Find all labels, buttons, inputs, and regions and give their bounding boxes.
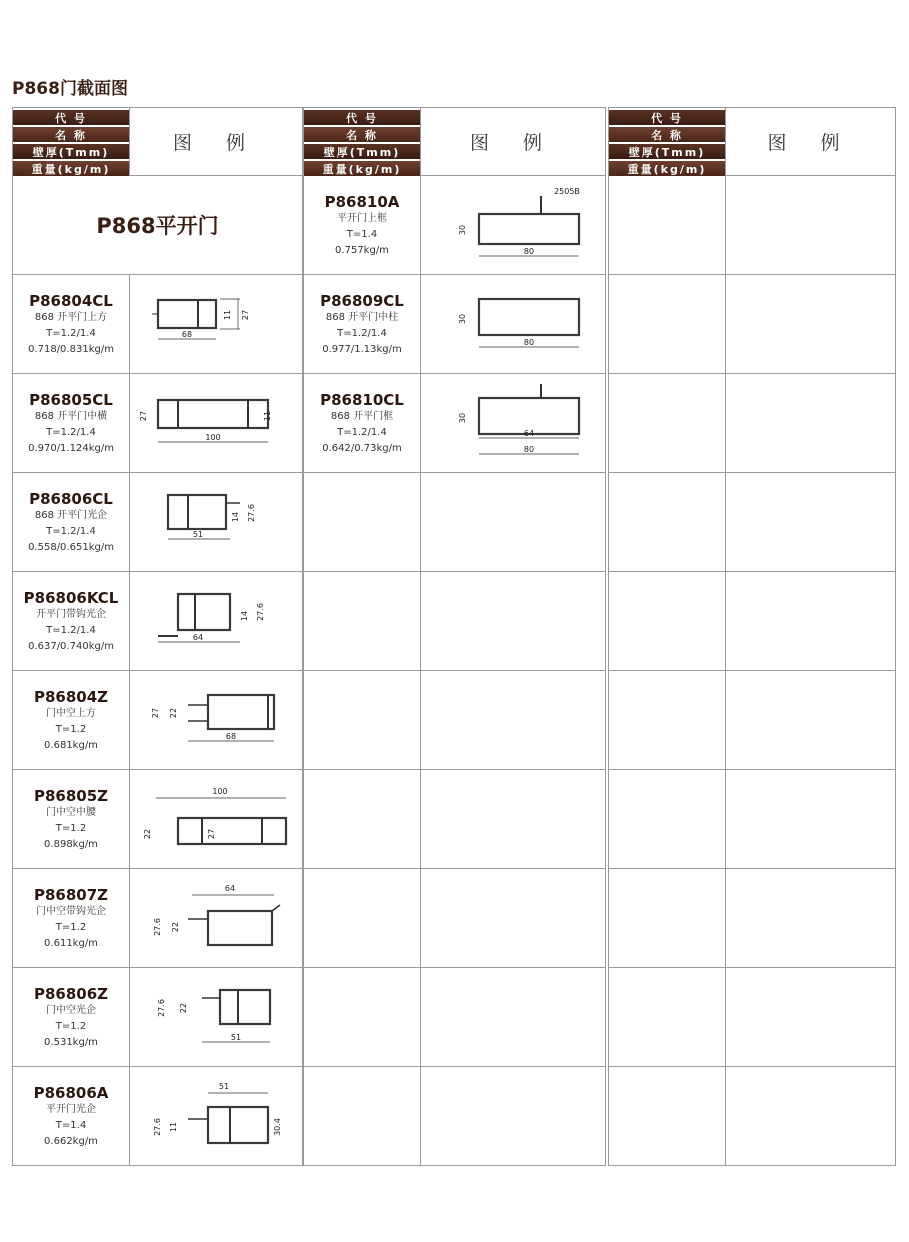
profile-code: P86810CL (320, 391, 404, 409)
profile-drawing (130, 770, 303, 869)
dimension-label: 27.6 (247, 504, 256, 522)
header-thickness: 壁厚(Tmm) (609, 144, 725, 159)
col3-rows (609, 176, 896, 1166)
header-name: 名 称 (13, 127, 129, 142)
profile-weight: 0.977/1.13kg/m (322, 344, 402, 355)
col1-rows (13, 275, 303, 1166)
profile-name: 868 开平门光企 (34, 510, 108, 521)
profile-info (609, 770, 726, 869)
profile-drawing (421, 473, 606, 572)
profile-thickness: T=1.2/1.4 (46, 328, 96, 339)
profile-thickness: T=1.2 (55, 823, 87, 834)
profile-section-diagram (421, 275, 605, 373)
profile-section-diagram (421, 176, 605, 274)
profile-thickness: T=1.2/1.4 (46, 427, 96, 438)
profile-drawing (421, 176, 606, 275)
profile-thickness: T=1.2/1.4 (337, 328, 387, 339)
dimension-label: 27.6 (256, 603, 265, 621)
dimension-label: 51 (230, 1033, 242, 1042)
profile-info (609, 968, 726, 1067)
profile-info (609, 176, 726, 275)
header-name: 名 称 (609, 127, 725, 142)
profile-drawing (130, 869, 303, 968)
profile-info (304, 374, 421, 473)
profile-info (13, 968, 130, 1067)
profile-thickness: T=1.2/1.4 (46, 625, 96, 636)
profile-drawing (421, 275, 606, 374)
dimension-label: 14 (231, 511, 240, 523)
profile-info (609, 671, 726, 770)
profile-info (609, 473, 726, 572)
dimension-label: 2505B (554, 187, 580, 196)
profile-weight: 0.558/0.651kg/m (28, 542, 114, 553)
profile-info (13, 770, 130, 869)
profile-section-diagram (421, 374, 605, 472)
profile-info (304, 671, 421, 770)
profile-name: 门中空中腰 (46, 807, 96, 818)
profile-drawing (421, 968, 606, 1067)
profile-table-1 (12, 107, 303, 1166)
profile-thickness: T=1.4 (55, 1120, 87, 1131)
profile-info (13, 374, 130, 473)
profile-section-diagram (130, 1067, 302, 1165)
dimension-label: 64 (523, 429, 535, 438)
profile-info (609, 275, 726, 374)
profile-drawing (726, 869, 896, 968)
dimension-label: 30 (458, 412, 467, 424)
header-name: 名 称 (304, 127, 420, 142)
profile-weight: 0.681kg/m (44, 740, 98, 751)
profile-thickness: T=1.2/1.4 (337, 427, 387, 438)
profile-name: 门中空带钩光企 (36, 906, 106, 917)
profile-drawing (130, 374, 303, 473)
dimension-label: 64 (192, 633, 204, 642)
profile-section-diagram (130, 473, 302, 571)
profile-drawing (421, 572, 606, 671)
profile-info (304, 770, 421, 869)
header-legend: 图 例 (421, 108, 606, 176)
profile-drawing (130, 1067, 303, 1166)
profile-thickness: T=1.2/1.4 (46, 526, 96, 537)
dimension-label: 51 (192, 530, 204, 539)
profile-info (13, 671, 130, 770)
profile-code: P86806CL (29, 490, 113, 508)
header-weight: 重量(kg/m) (609, 161, 725, 176)
profile-name: 平开门上框 (337, 213, 387, 224)
profile-name: 平开门光企 (46, 1104, 96, 1115)
profile-info (13, 869, 130, 968)
profile-name: 开平门带钩光企 (36, 609, 106, 620)
dimension-label: 22 (171, 921, 180, 933)
dimension-label: 22 (169, 707, 178, 719)
profile-drawing (130, 572, 303, 671)
dimension-label: 30 (458, 224, 467, 236)
dimension-label: 11 (169, 1121, 178, 1133)
dimension-label: 100 (212, 787, 228, 796)
profile-info (609, 1067, 726, 1166)
profile-code: P86804CL (29, 292, 113, 310)
profile-code: P86806A (33, 1084, 109, 1102)
profile-weight: 0.718/0.831kg/m (28, 344, 114, 355)
profile-weight: 0.611kg/m (44, 938, 98, 949)
profile-code: P86806Z (33, 985, 109, 1003)
profile-info (304, 869, 421, 968)
profile-info (13, 1067, 130, 1166)
dimension-label: 100 (205, 433, 221, 442)
profile-section-diagram (130, 671, 302, 769)
profile-thickness: T=1.4 (346, 229, 378, 240)
profile-info (304, 275, 421, 374)
col2-rows (304, 176, 606, 1166)
header-code: 代 号 (609, 110, 725, 125)
profile-name: 门中空上方 (46, 708, 96, 719)
dimension-label: 30.4 (273, 1118, 282, 1136)
dimension-label: 30 (458, 313, 467, 325)
profile-code: P86805Z (33, 787, 109, 805)
profile-drawing (130, 671, 303, 770)
profile-weight: 0.898kg/m (44, 839, 98, 850)
profile-code: P86807Z (33, 886, 109, 904)
header-thickness: 壁厚(Tmm) (13, 144, 129, 159)
profile-table-2 (303, 107, 606, 1166)
profile-info (609, 869, 726, 968)
profile-info (13, 473, 130, 572)
dimension-label: 68 (225, 732, 237, 741)
profile-info (304, 176, 421, 275)
profile-weight: 0.531kg/m (44, 1037, 98, 1048)
dimension-label: 27 (139, 410, 148, 422)
header-code: 代 号 (304, 110, 420, 125)
profile-drawing (726, 473, 896, 572)
header-labels (609, 108, 726, 176)
profile-name: 868 开平门框 (330, 411, 394, 422)
profile-drawing (421, 1067, 606, 1166)
profile-table-3 (608, 107, 896, 1166)
profile-drawing (421, 374, 606, 473)
profile-code: P86805CL (29, 391, 113, 409)
profile-section-diagram (130, 275, 302, 373)
profile-drawing (726, 275, 896, 374)
profile-info (304, 473, 421, 572)
profile-drawing (726, 374, 896, 473)
profile-drawing (726, 572, 896, 671)
profile-drawing (130, 275, 303, 374)
profile-section-diagram (130, 770, 302, 868)
header-labels (304, 108, 421, 176)
header-legend: 图 例 (726, 108, 896, 176)
profile-info (304, 572, 421, 671)
dimension-label: 68 (181, 330, 193, 339)
profile-info (13, 275, 130, 374)
profile-info (609, 374, 726, 473)
profile-info (304, 1067, 421, 1166)
header-labels (13, 108, 130, 176)
dimension-label: 27 (151, 707, 160, 719)
profile-info (609, 572, 726, 671)
dimension-label: 80 (523, 445, 535, 454)
dimension-label: 11 (263, 410, 272, 422)
profile-drawing (726, 1067, 896, 1166)
profile-code: P86804Z (33, 688, 109, 706)
profile-thickness: T=1.2 (55, 724, 87, 735)
profile-drawing (421, 770, 606, 869)
profile-name: 门中空光企 (46, 1005, 96, 1016)
series-name: P868平开门 (13, 176, 303, 275)
dimension-label: 27 (207, 828, 216, 840)
dimension-label: 22 (143, 828, 152, 840)
dimension-label: 22 (179, 1002, 188, 1014)
profile-thickness: T=1.2 (55, 922, 87, 933)
dimension-label: 80 (523, 247, 535, 256)
profile-section-diagram (130, 968, 302, 1066)
page-title: P868门截面图 (12, 79, 128, 99)
dimension-label: 14 (240, 610, 249, 622)
dimension-label: 11 (223, 309, 232, 321)
profile-weight: 0.757kg/m (335, 245, 389, 256)
profile-drawing (726, 770, 896, 869)
profile-info (13, 572, 130, 671)
profile-name: 868 开平门中横 (34, 411, 108, 422)
profile-drawing (726, 968, 896, 1067)
dimension-label: 27.6 (157, 999, 166, 1017)
dimension-label: 27.6 (153, 918, 162, 936)
profile-thickness: T=1.2 (55, 1021, 87, 1032)
profile-section-diagram (130, 572, 302, 670)
profile-name: 868 开平门上方 (34, 312, 108, 323)
profile-code: P86806KCL (23, 589, 119, 607)
profile-drawing (421, 671, 606, 770)
profile-drawing (421, 869, 606, 968)
header-code: 代 号 (13, 110, 129, 125)
header-weight: 重量(kg/m) (13, 161, 129, 176)
profile-drawing (130, 473, 303, 572)
profile-weight: 0.970/1.124kg/m (28, 443, 114, 454)
header-legend: 图 例 (130, 108, 303, 176)
dimension-label: 27 (241, 309, 250, 321)
profile-weight: 0.662kg/m (44, 1136, 98, 1147)
profile-code: P86810A (324, 193, 400, 211)
profile-code: P86809CL (320, 292, 404, 310)
profile-drawing (726, 671, 896, 770)
dimension-label: 80 (523, 338, 535, 347)
profile-name: 868 开平门中柱 (325, 312, 399, 323)
profile-weight: 0.642/0.73kg/m (322, 443, 402, 454)
profile-weight: 0.637/0.740kg/m (28, 641, 114, 652)
profile-drawing (726, 176, 896, 275)
dimension-label: 51 (218, 1082, 230, 1091)
profile-section-diagram (130, 869, 302, 967)
profile-info (304, 968, 421, 1067)
dimension-label: 64 (224, 884, 236, 893)
header-weight: 重量(kg/m) (304, 161, 420, 176)
dimension-label: 27.6 (153, 1118, 162, 1136)
profile-section-diagram (130, 374, 302, 472)
header-thickness: 壁厚(Tmm) (304, 144, 420, 159)
profile-drawing (130, 968, 303, 1067)
